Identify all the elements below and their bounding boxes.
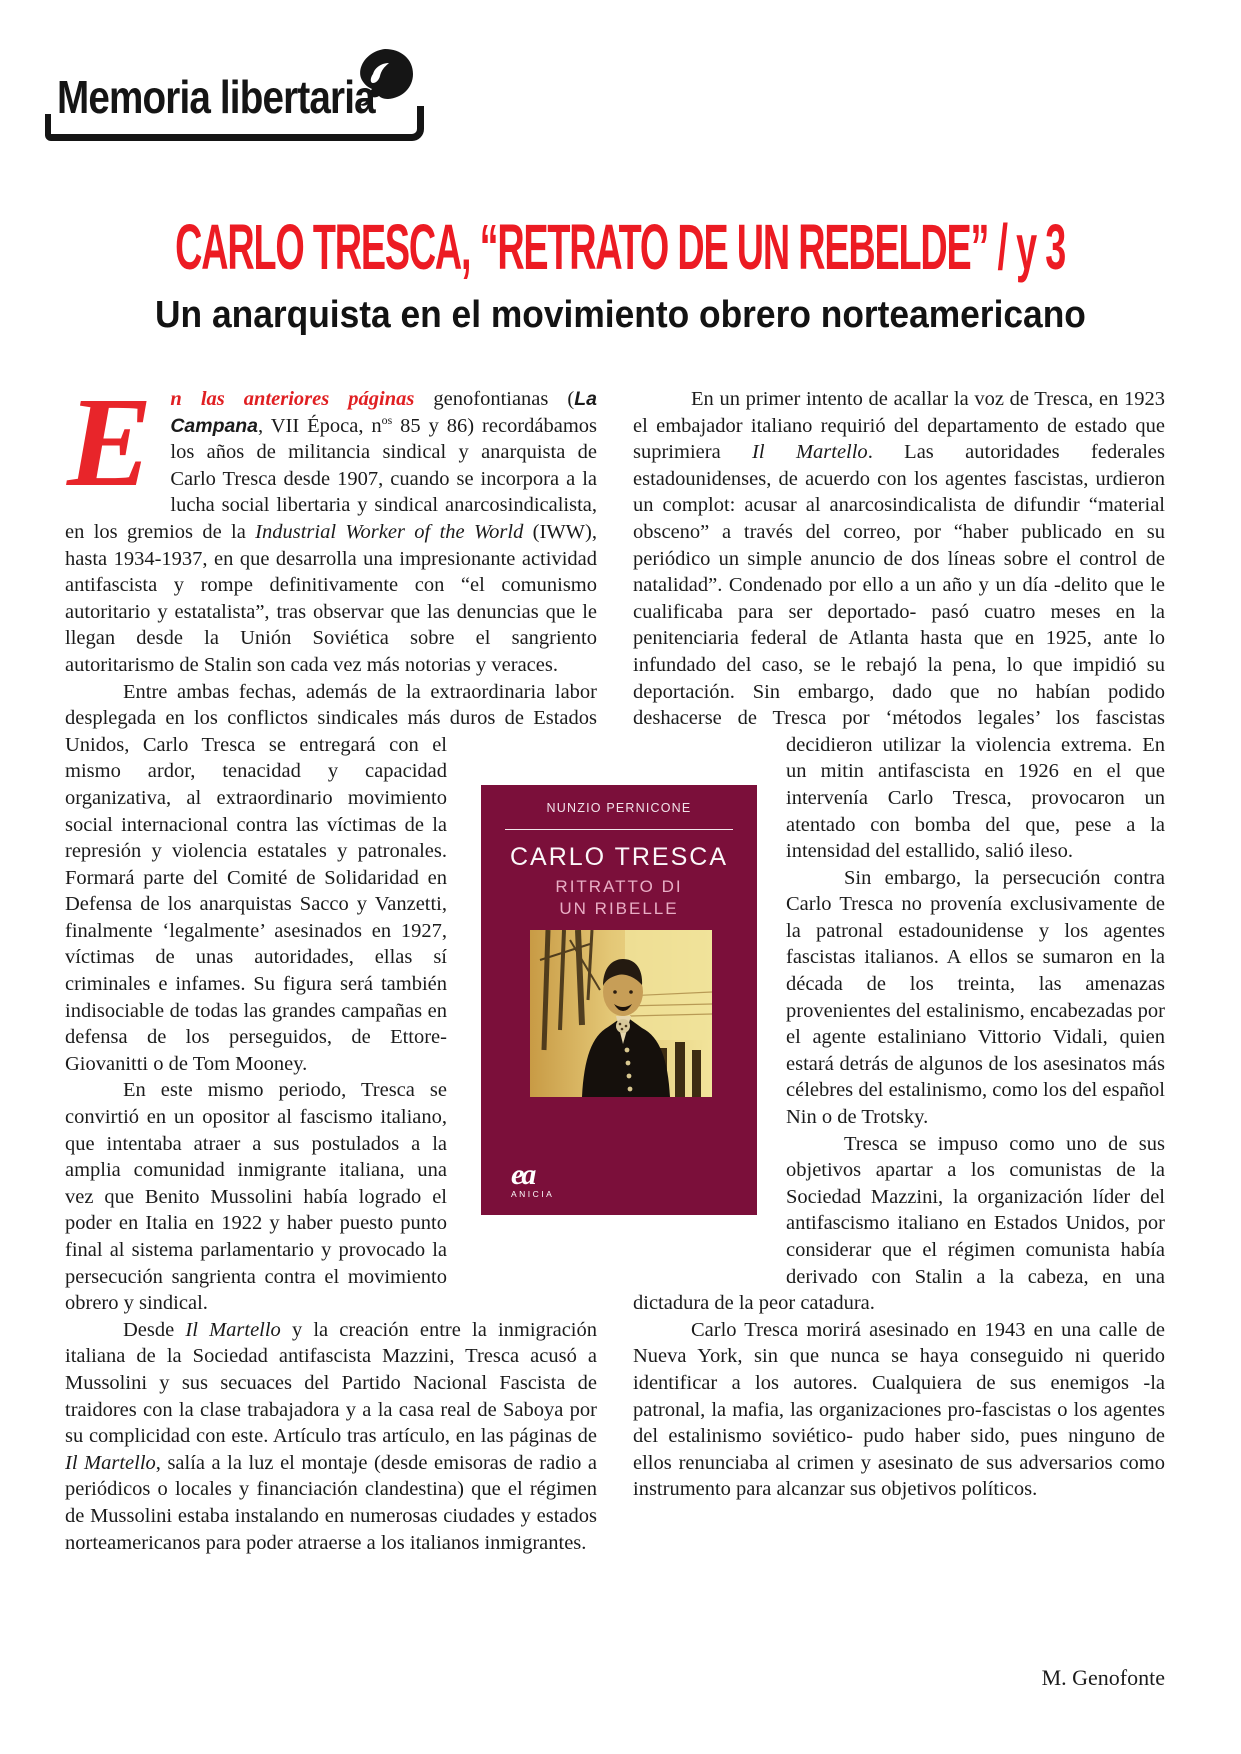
- book-author: NUNZIO PERNICONE: [546, 801, 692, 815]
- paragraph: Carlo Tresca morirá asesinado en 1943 en una calle de Nueva York, sin que nunca se haya conseguido ni querido identificar a los autores. Cualquiera de sus enemigos -la patronal, la mafia, las organizaciones pro-fascistas o los agentes del estalinismo soviético- pudo haber sido, pues ninguno de ellos renunciaba al crimen y asesinato de sus adversarios como instrumento para alcanzar sus objetivos políticos.: [633, 1318, 1165, 1501]
- book-cover-photo: [530, 930, 712, 1097]
- book-cover-rule: [505, 829, 733, 830]
- article-headline: [0, 210, 1241, 284]
- publisher-mark: [511, 1158, 555, 1199]
- paragraph: En un primer intento de acallar la voz de Tresca, en 1923 el embajador italiano requirió del departamento de estado que suprimiera Il Martello. Las autoridades federales estadounidenses, de acuerdo con los agentes fascistas, urdieron un complot: acusar al anarcosindicalista de difundir “material obsceno” a través del correo, por “haber publicado en su periódico un simple anuncio de dos líneas sobre el control de natalidad”. Condenado por ello a un año y un día -delito que le cualificaba para ser deportado- pasó cuatro meses en la penitenciaria federal de Atlanta hasta que en 1925, ante lo infundado del caso, se le rebajó la pena, lo que impidió su deportación. Sin embargo, dado que no habían podido deshacerse de Tresca por ‘métodos legales’ los fascistas decidieron utilizar la violencia extrema. En un mitin antifascista en 1926 en el que intervenía Carlo Tresca, provocaron un atentado con bomba del que, pese a la intensidad del estallido, salió ileso.: [633, 388, 1165, 863]
- paragraph: Entre ambas fechas, además de la extraordinaria labor desplegada en los conflictos sindicales más duros de Estados Unidos, Carlo Tresca se entregará con el mismo ardor, tenacidad y capacidad organizativa, al extraordinario movimiento social internacional contra las víctimas de la represión y violencia estatales y patronales. Formará parte del Comité de Solidaridad en Defensa de los anarquistas Sacco y Vanzetti, finalmente ‘legalmente’ asesinados en 1927, víctimas de unas autoridades, ellas sí criminales e infames. Su figura será también indisociable de todas las grandes campañas en defensa de los perseguidos, de Ettore-Giovanitti o de Tom Mooney.: [65, 680, 597, 1075]
- paragraph: [65, 386, 597, 679]
- publisher-logo: ea: [511, 1158, 534, 1191]
- book-title: CARLO TRESCA: [509, 843, 729, 871]
- book-cover: [481, 785, 757, 1215]
- publisher-name: ANICIA: [511, 1189, 555, 1199]
- paragraph: Tresca se impuso como uno de sus objetivos apartar a los comunistas de la Sociedad Mazzini, la organización líder del antifascismo italiano en Estados Unidos, por considerar que el régimen comunista había derivado con Stalin a la cabeza, en una dictadura de la peor catadura.: [633, 1132, 1165, 1315]
- book-subtitle-line1: RITRATTO DI: [555, 877, 683, 896]
- book-subtitle-line2: UN RIBELLE: [559, 899, 679, 918]
- author-signature: M. Genofonte: [1041, 1665, 1165, 1690]
- paragraph: En este mismo periodo, Tresca se convirtió en un opositor al fascismo italiano, que intentaba atraer a sus postulados a la amplia comunidad inmigrante italiana, una vez que Benito Mussolini había logrado el poder en Italia en 1922 y haber puesto punto final al sistema parlamentario y provocado la persecución sangrienta contra el movimiento obrero y sindical.: [65, 1079, 447, 1315]
- paragraph: Desde Il Martello y la creación entre la inmigración italiana de la Sociedad antifascista Mazzini, Tresca acusó a Mussolini y sus secuaces del Partido Nacional Fascista de traidores con la clase trabajadora y a la casa real de Saboya por su complicidad con este. Artículo tras artículo, en las páginas de Il Martello, salía a la luz el montaje (desde emisoras de radio a periódicos o locales y financiación clandestina) que el régimen de Mussolini estaba instalando en numerosas ciudades y estados norteamericanos para poder atraerse a los italianos inmigrantes.: [65, 1318, 597, 1554]
- paragraph-text: n las anteriores páginas genofontianas (La Campana, VII Época, $n^{os}$ 85 y 86) recordábamos los años de militancia sindical y anarquista de Carlo Tresca desde 1907, cuando se incorpora a la lucha social libertaria y sindical anarcosindicalista, en los gremios de la Industrial Worker of the World (IWW), hasta 1934-1937, en que desarrolla una impresionante actividad antifascista y rompe definitivamente con “el comunismo autoritario y estatalista”, tras observar que las denuncias que le llegan desde la Unión Soviética sobre el sangriento autoritarismo de Stalin son cada vez más notorias y veraces.: [65, 388, 597, 676]
- article-headline-text: CARLO TRESCA, “RETRATO DE UN REBELDE” / y 3: [175, 211, 1066, 283]
- carlo-tresca-portrait-photo: [530, 930, 712, 1097]
- article-subtitle: [0, 294, 1241, 337]
- drop-cap: E: [67, 386, 153, 513]
- masthead-title: Memoria libertaria: [57, 71, 375, 123]
- paragraph: Sin embargo, la persecución contra Carlo Tresca no provenía exclusivamente de la patronal estadounidense y los agentes fascistas italianos. A ellos se sumaron en la década de los treinta, las amenazas provenientes del estalinismo, encabezadas por el agente estaliniano Vittorio Vidali, quien estará detrás de algunos de los asesinatos más célebres del estalinismo, como los del español Nin o de Trotsky.: [786, 866, 1165, 1129]
- article-subtitle-text: Un anarquista en el movimiento obrero norteamericano: [155, 294, 1086, 336]
